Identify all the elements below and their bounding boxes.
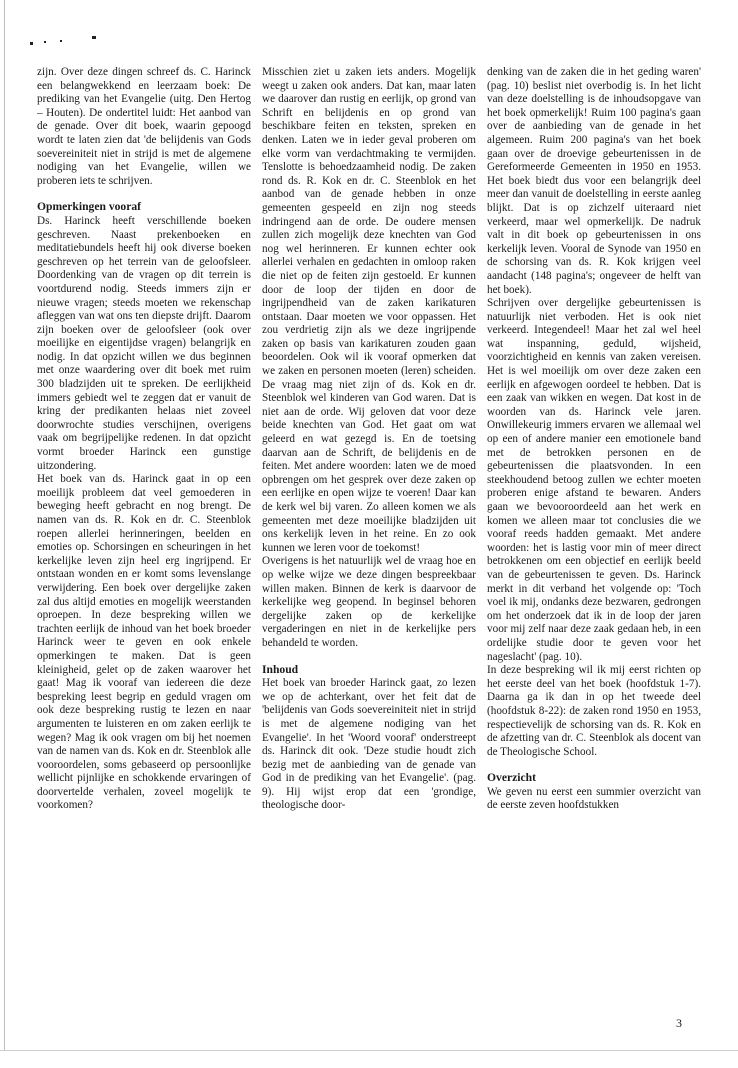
paragraph: In deze bespreking wil ik mij eerst richten op het eerste deel van het boek (hoofdstuk 1-7). Daarna ga ik dan in op het tweede deel (hoofdstuk 8-22): de zaken rond 1950 en 1953, respectievelijk de schorsing van ds. R. Kok en de afzetting van dr. C. Steenblok als docent van de Theologische School. xyxy=(487,664,701,758)
paragraph: Schrijven over dergelijke gebeurtenissen is natuurlijk niet verboden. Het is ook niet verkeerd. Integendeel! Maar het zal wel heel wat inspanning, geduld, wijsheid, voorzichtigheid en kennis van zaken vereisen. Het is wel moeilijk om over deze zaken een eerlijk en afgewogen oordeel te hebben. Dat is een zaak van wikken en wegen. Dat kost in de woorden van ds. Harinck vele jaren. Onwillekeurig immers ervaren we allemaal wel op een of andere manier een emotionele band met de betrokken personen en de gebeurtenissen die plaatsvonden. In een steekhoudend betoog zullen we echter moeten proberen enige afstand te bewaren. Anders gaan we bevooroordeeld aan het werk en komen we alleen maar tot conclusies die we vooraf reeds hadden gemaakt. Met andere woorden: het is lastig voor min of meer direct betrokkenen om een objectief en eerlijk beeld van de gebeurtenissen te geven. Ds. Harinck merkt in dit verband het volgende op: 'Toch voel ik mij, ondanks deze bezwaren, gedrongen om het onderzoek dat ik in de loop der jaren voor mij zelf naar deze zaak gedaan heb, in een ordelijke studie door te geven voor het nageslacht' (pag. 10). xyxy=(487,297,701,663)
text-column-3 xyxy=(487,66,701,1026)
paragraph: We geven nu eerst een summier overzicht van de eerste zeven hoofdstukken xyxy=(487,785,701,812)
page-number: 3 xyxy=(676,1016,682,1030)
paragraph: Het boek van ds. Harinck gaat in op een moeilijk probleem dat veel gemoederen in beweging heeft gebracht en nog brengt. De namen van ds. R. Kok en dr. C. Steenblok roepen allerlei herinneringen, beelden en emoties op. Schorsingen en scheuringen in het kerkelijke leven zijn heel erg ingrijpend. Er ontstaan wonden en er komt soms levenslange verwijdering. Een boek over dergelijke zaken zal dus altijd emoties en mogelijk weerstanden oproepen. In deze bespreking willen we trachten eerlijk de inhoud van het boek broeder Harinck weer te geven en ook enkele opmerkingen te maken. Dat is geen kleinigheid, gelet op de zaken waarover het gaat! Mag ik vooraf van iedereen die deze bespreking leest begrip en geduld vragen om ook deze bespreking rustig te lezen en naar argumenten te luisteren en om zaken eerlijk te wegen? Mag ik ook vragen om bij het noemen van de namen van ds. Kok en dr. Steenblok alle vooroordelen, soms gebaseerd op persoonlijke wellicht pijnlijke en schokkende ervaringen of doorvertelde verhalen, zoveel mogelijk te voorkomen? xyxy=(37,473,251,812)
section-heading: Opmerkingen vooraf xyxy=(37,200,142,214)
paragraph: Het boek van broeder Harinck gaat, zo lezen we op de achterkant, over het feit dat de 'belijdenis van Gods soevereiniteit niet in strijd is met de algemene nodiging van het Evangelie'. In het 'Woord vooraf' onderstreept ds. Harinck dit ook. 'Deze studie houdt zich bezig met de aanbieding van de genade van God in de prediking van het Evangelie'. (pag. 9). Hij wijst erop dat een 'grondige, theologische door- xyxy=(262,677,476,812)
paragraph: zijn. Over deze dingen schreef ds. C. Harinck een belangwekkend en leerzaam boek: De prediking van het Evangelie (uitg. Den Hertog – Houten). De ondertitel luidt: Het aanbod van de genade. Over dit boek, waarin gepoogd wordt te laten zien dat 'de belijdenis van Gods soevereiniteit niet in strijd is met de algemene nodiging van het Evangelie, willen we proberen iets te schrijven. xyxy=(37,66,251,187)
paragraph: denking van de zaken die in het geding waren' (pag. 10) beslist niet overbodig is. In het licht van deze doelstelling is de inhoudsopgave van het boek opmerkelijk! Ruim 100 pagina's gaan over de aanbieding van de genade in het algemeen. Ruim 200 pagina's van het boek gaan over de droevige gebeurtenissen in de Gereformeerde Gemeenten in 1950 en 1953. Het boek biedt dus voor een belangrijk deel meer dan vanuit de doelstelling in eerste aanleg blijkt. Dat is op zichzelf uiteraard niet verkeerd, maar wel opmerkelijk. De nadruk valt in dit boek op gebeurtenissen in ons kerkelijk leven. Vooral de Synode van 1950 en de schorsing van ds. R. Kok krijgen veel aandacht (148 pagina's; ongeveer de helft van het boek). xyxy=(487,66,701,296)
paragraph: Overigens is het natuurlijk wel de vraag hoe en op welke wijze we deze dingen bespreekbaar willen maken. Binnen de kerk is daarvoor de kerkelijke weg geopend. In beginsel behoren dergelijke zaken op de kerkelijke vergaderingen en niet in de kerkelijke pers behandeld te worden. xyxy=(262,555,476,649)
bottom-edge-line xyxy=(0,1050,738,1051)
section-heading: Inhoud xyxy=(262,662,299,676)
text-column-2 xyxy=(262,66,476,1026)
scan-marks xyxy=(30,36,110,50)
paragraph: Ds. Harinck heeft verschillende boeken geschreven. Naast prekenboeken en meditatiebundels heeft hij ook diverse boeken geschreven op het terrein van de geloofsleer. Doordenking van de vragen op dit terrein is voortdurend nodig. Steeds immers zijn er nieuwe vragen; steeds moeten we rekenschap afleggen van wat ons ten diepste drijft. Daarom zijn boeken over de geloofsleer (ook over moeilijke en eigentijdse vragen) belangrijk en nodig. In dat opzicht willen we dus beginnen met onze waardering over dit boek met ruim 300 bladzijden uit te spreken. De eerlijkheid immers gebiedt wel te zeggen dat er vanuit de kring der predikanten helaas niet zoveel doorwrochte studies verschijnen, overigens vaak om begrijpelijke redenen. In dat opzicht vormt broeder Harinck een gunstige uitzondering. xyxy=(37,214,251,472)
scan-edge-line xyxy=(4,0,5,1050)
section-heading: Overzicht xyxy=(487,771,536,785)
text-column-1 xyxy=(37,66,251,1026)
paragraph: Misschien ziet u zaken iets anders. Mogelijk weegt u zaken ook anders. Dat kan, maar laten we daarover dan rustig en eerlijk, op grond van Schrift en belijdenis en op grond van beschikbare feiten en teksten, spreken en denken. Laten we in ieder geval proberen om elke vorm van verdachtmaking te vermijden. Tenslotte is behoedzaamheid nodig. De zaken rond ds. R. Kok en dr. C. Steenblok en het aanbod van de genade hebben in onze gemeenten gespeeld en zijn nog steeds indringend aan de orde. De oudere mensen zullen zich mogelijk deze knechten van God nog wel herinneren. Er kunnen echter ook allerlei verhalen en gedachten in omloop raken die niet op de feiten zijn gestoeld. Er kunnen door de loop der tijden en door de ingrijpendheid van de zaken karikaturen ontstaan. Daar moeten we voor oppassen. Het zou verdrietig zijn als we deze ingrijpende zaken op basis van karikaturen zouden gaan beoordelen. Ook wil ik vooraf opmerken dat we zaken en personen moeten (leren) scheiden. De vraag mag niet zijn of ds. Kok en dr. Steenblok wel kinderen van God waren. Dat is niet aan de orde. Wij geloven dat voor deze beide knechten van God. Het gaat om wat geleerd en wat gezegd is. En de toetsing daarvan aan de Schrift, de belijdenis en de feiten. Met andere woorden: laten we de moed opbrengen om het gesprek over deze zaken op een eerlijke en open wijze te voeren! Daar kan de kerk wel bij varen. Zo alleen komen we als gemeenten met deze moeilijke bladzijden uit ons kerkelijk leven in het reine. En zo ook kunnen we leren voor de toekomst! xyxy=(262,66,476,554)
